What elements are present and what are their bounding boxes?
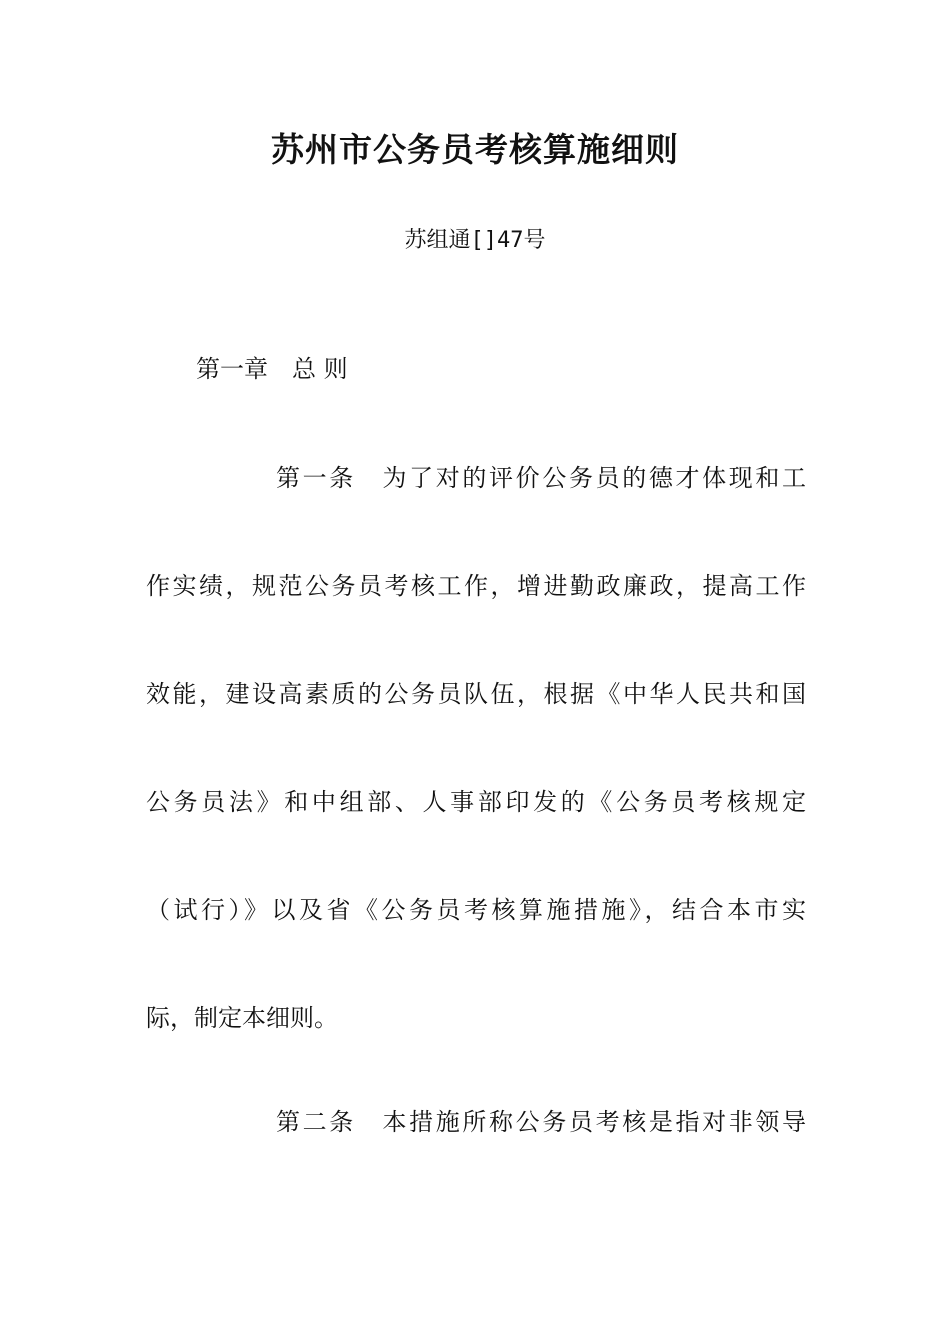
article-1-line: 际，制定本细则。 bbox=[146, 1004, 338, 1032]
chapter-label: 第一章 bbox=[196, 355, 268, 383]
document-title: 苏州市公务员考核算施细则 bbox=[271, 130, 679, 169]
document-number: 苏组通[]47号 bbox=[404, 228, 546, 253]
article-2 bbox=[146, 1106, 806, 1214]
chapter-heading bbox=[196, 353, 348, 385]
article-1-line: （试行）》以及省《公务员考核算施措施》，结合本市实 bbox=[146, 896, 806, 924]
article-1-line: 公务员法》和中组部、人事部印发的《公务员考核规定 bbox=[146, 788, 806, 816]
chapter-name: 总 则 bbox=[292, 355, 348, 383]
article-2-line: 第二条 本措施所称公务员考核是指对非领导 bbox=[276, 1108, 806, 1136]
article-1-line: 效能，建设高素质的公务员队伍，根据《中华人民共和国 bbox=[146, 680, 806, 708]
article-1-line: 第一条 为了对的评价公务员的德才体现和工 bbox=[276, 464, 806, 492]
article-1 bbox=[146, 462, 806, 1110]
article-1-line: 作实绩，规范公务员考核工作，增进勤政廉政，提高工作 bbox=[146, 572, 806, 600]
